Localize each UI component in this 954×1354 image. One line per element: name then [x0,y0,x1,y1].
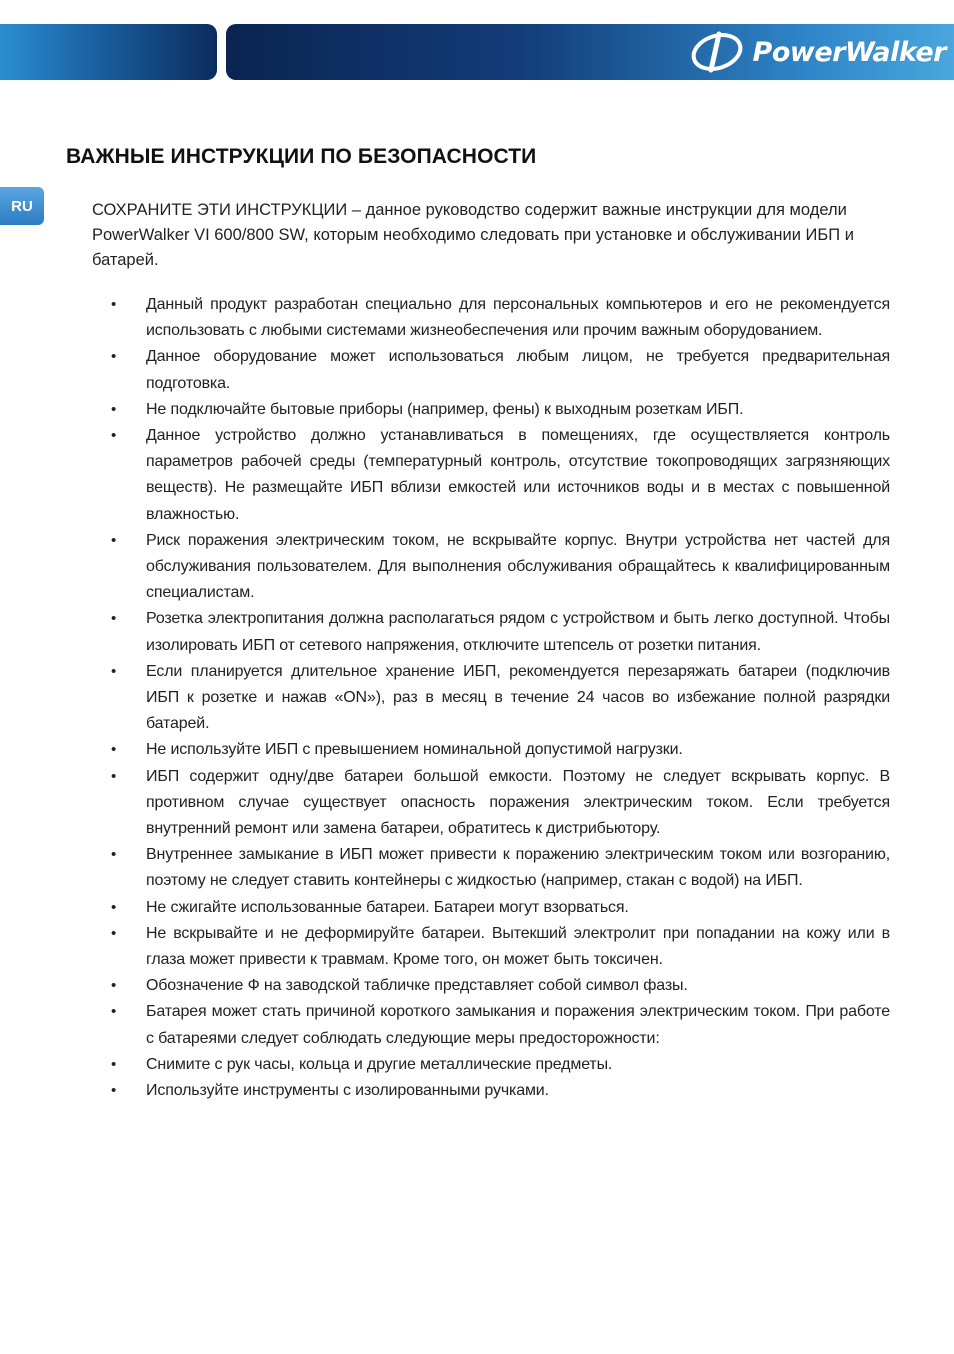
bullet-icon: • [111,610,117,628]
page-title: ВАЖНЫЕ ИНСТРУКЦИИ ПО БЕЗОПАСНОСТИ [66,145,537,168]
list-item-text: Внутреннее замыкание в ИБП может привести к поражению электрическим током или возгоранию, поэтому не следует ставить контейнеры с жидкостью (например, стакан с водой) на ИБП. [146,846,890,890]
bullet-icon: • [111,767,117,785]
powerwalker-logo [689,28,946,76]
power-swirl-icon [689,30,749,74]
list-item [101,895,890,921]
list-item [101,397,890,423]
bullet-icon: • [111,741,117,759]
bullet-icon: • [111,400,117,418]
language-tab-ru[interactable]: RU [0,187,44,225]
bullet-icon: • [111,898,117,916]
header-band-right [226,24,954,80]
list-item-text: Не используйте ИБП с превышением номинальной допустимой нагрузки. [146,741,683,759]
list-item-text: Розетка электропитания должна располагаться рядом с устройством и быть легко доступной. Чтобы изолировать ИБП от сетевого напряжения, отключите штепсель от розетки питания. [146,610,890,654]
list-item-text: Данное оборудование может использоваться любым лицом, не требуется предварительная подготовка. [146,348,890,392]
list-item [101,764,890,843]
list-item-text: Обозначение Ф на заводской табличке представляет собой символ фазы. [146,977,688,995]
list-item [101,973,890,999]
list-item [101,344,890,396]
bullet-icon: • [111,662,117,680]
list-item-text: Не сжигайте использованные батареи. Батареи могут взорваться. [146,898,629,916]
list-item-text: Данный продукт разработан специально для персональных компьютеров и его не рекомендуется использовать с любыми системами жизнеобеспечения или прочим важным оборудованием. [146,296,890,340]
list-item-text: Снимите с рук часы, кольца и другие металлические предметы. [146,1055,613,1073]
list-item-text: Батарея может стать причиной короткого замыкания и поражения электрическим током. При работе с батареями следует соблюдать следующие меры предосторожности: [146,1003,890,1047]
list-item [101,921,890,973]
bullet-icon: • [111,924,117,942]
bullet-icon: • [111,846,117,864]
list-item-text: Не вскрывайте и не деформируйте батареи. Вытекший электролит при попадании на кожу или в глаза может привести к травмам. Кроме того, он может быть токсичен. [146,924,890,969]
list-item [101,999,890,1051]
list-item-text: Не подключайте бытовые приборы (например, фены) к выходным розеткам ИБП. [146,400,744,418]
list-item [101,1052,890,1078]
bullet-icon: • [111,1003,117,1021]
list-item [101,659,890,738]
list-item [101,606,890,658]
list-item-text: Если планируется длительное хранение ИБП, рекомендуется перезаряжать батареи (подключив ИБП к розетке и нажав «ON»), раз в месяц в течение 24 часов во избежание полной разрядки батарей. [146,662,890,733]
list-item-text: ИБП содержит одну/две батареи большой емкости. Поэтому не следует вскрывать корпус. В противном случае существует опасность поражения электрическим током. Если требуется внутренний ремонт или замена батареи, обратитесь к дистрибьютору. [146,767,890,838]
list-item [101,423,890,528]
bullet-icon: • [111,531,117,549]
logo-text: PowerWalker [752,36,946,68]
list-item-text: Данное устройство должно устанавливаться в помещениях, где осуществляется контроль параметров рабочей среды (температурный контроль, отсутствие токопроводящих загрязняющих веществ). Не размещайте ИБП вблизи емкостей или источников воды и в местах с повышенной влажностью. [146,427,890,523]
list-item [101,528,890,607]
bullet-icon: • [111,1082,117,1100]
bullet-icon: • [111,348,117,366]
list-item [101,842,890,894]
intro-paragraph: СОХРАНИТЕ ЭТИ ИНСТРУКЦИИ – данное руководство содержит важные инструкции для модели PowerWalker VI 600/800 SW, которым необходимо следовать при установке и обслуживании ИБП и батарей. [92,201,854,269]
list-item [101,292,890,344]
safety-instructions-list [101,292,890,1104]
bullet-icon: • [111,1055,117,1073]
bullet-icon: • [111,977,117,995]
list-item-text: Риск поражения электрическим током, не вскрывайте корпус. Внутри устройства нет частей для обслуживания пользователем. Для выполнения обслуживания обращайтесь к квалифицированным специалистам. [146,531,890,602]
bullet-icon: • [111,427,117,445]
list-item [101,1078,890,1104]
bullet-icon: • [111,296,117,313]
list-item [101,737,890,763]
list-item-text: Используйте инструменты с изолированными ручками. [146,1082,549,1100]
header-band-left [0,24,217,80]
